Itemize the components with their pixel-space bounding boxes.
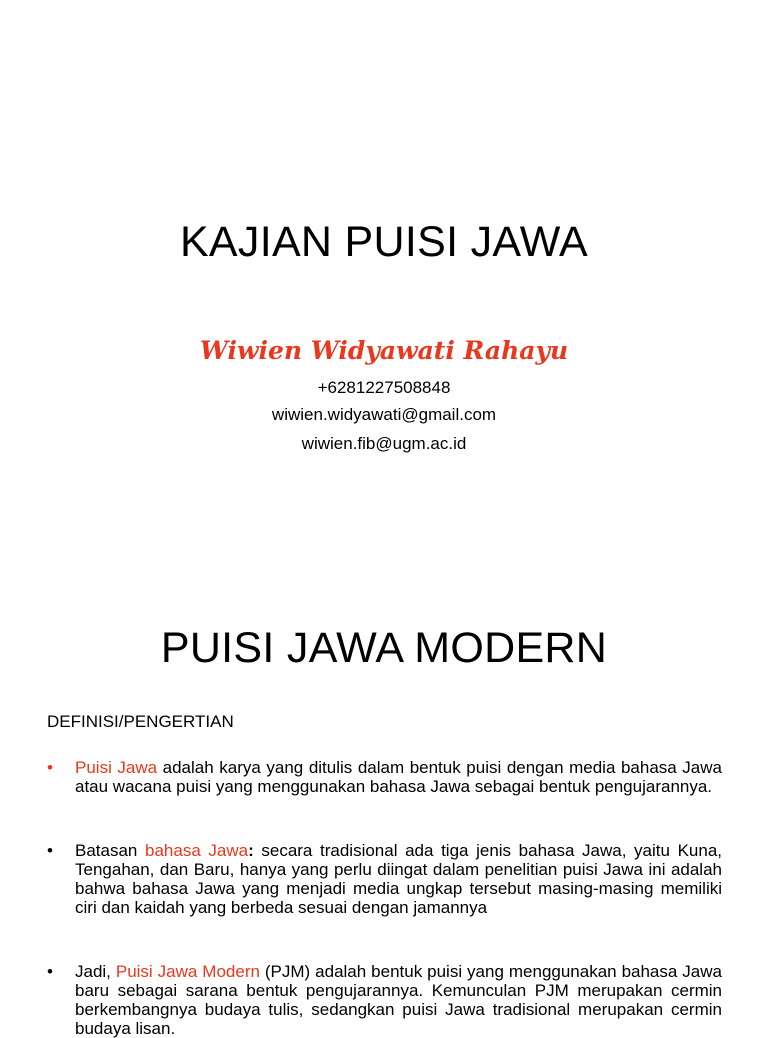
bullet-lead: Jadi, bbox=[75, 962, 116, 981]
bullet-marker: • bbox=[47, 758, 53, 777]
bullet-item bbox=[47, 962, 722, 1038]
bullet-lead: Batasan bbox=[75, 841, 145, 860]
bullet-item bbox=[47, 758, 722, 796]
slide-title: KAJIAN PUISI JAWA bbox=[179, 218, 589, 266]
bullet-colon: : bbox=[248, 841, 254, 860]
contact-email-ugm: wiwien.fib@ugm.ac.id bbox=[301, 434, 467, 453]
author-name: Wiwien Widyawati Rahayu bbox=[199, 336, 569, 365]
contact-phone: +6281227508848 bbox=[317, 378, 451, 397]
bullet-marker: • bbox=[47, 841, 53, 860]
highlight-term: Puisi Jawa Modern bbox=[115, 962, 260, 981]
bullet-marker: • bbox=[47, 962, 53, 981]
bullet-text bbox=[75, 841, 722, 917]
highlight-term: Puisi Jawa bbox=[75, 758, 158, 777]
bullet-body: adalah karya yang ditulis dalam bentuk puisi dengan media bahasa Jawa atau wacana puisi yang menggunakan bahasa Jawa sebagai bentuk pengujarannya. bbox=[75, 758, 722, 796]
slide-title: PUISI JAWA MODERN bbox=[160, 624, 608, 672]
content-slide bbox=[0, 576, 768, 1038]
bullet-body: secara tradisional ada tiga jenis bahasa Jawa, yaitu Kuna, Tengahan, dan Baru, hanya yang perlu diingat dalam penelitian puisi Jawa ini adalah bahwa bahasa Jawa yang menjadi media ungkap tersebut masing-masing memiliki ciri dan kaidah yang berbeda sesuai dengan jamannya bbox=[75, 841, 723, 917]
bullet-text bbox=[75, 758, 722, 796]
section-heading: DEFINISI/PENGERTIAN bbox=[47, 712, 234, 731]
highlight-term: bahasa Jawa bbox=[145, 841, 249, 860]
bullet-body: (PJM) adalah bentuk puisi yang menggunakan bahasa Jawa baru sebagai sarana bentuk pengujarannya. Kemunculan PJM merupakan cermin berkembangnya budaya tulis, sedangkan puisi Jawa tradisional merupakan cermin budaya lisan. bbox=[75, 962, 722, 1038]
bullet-text bbox=[75, 962, 722, 1038]
contact-email-gmail: wiwien.widyawati@gmail.com bbox=[271, 405, 497, 424]
bullet-item bbox=[47, 841, 722, 917]
